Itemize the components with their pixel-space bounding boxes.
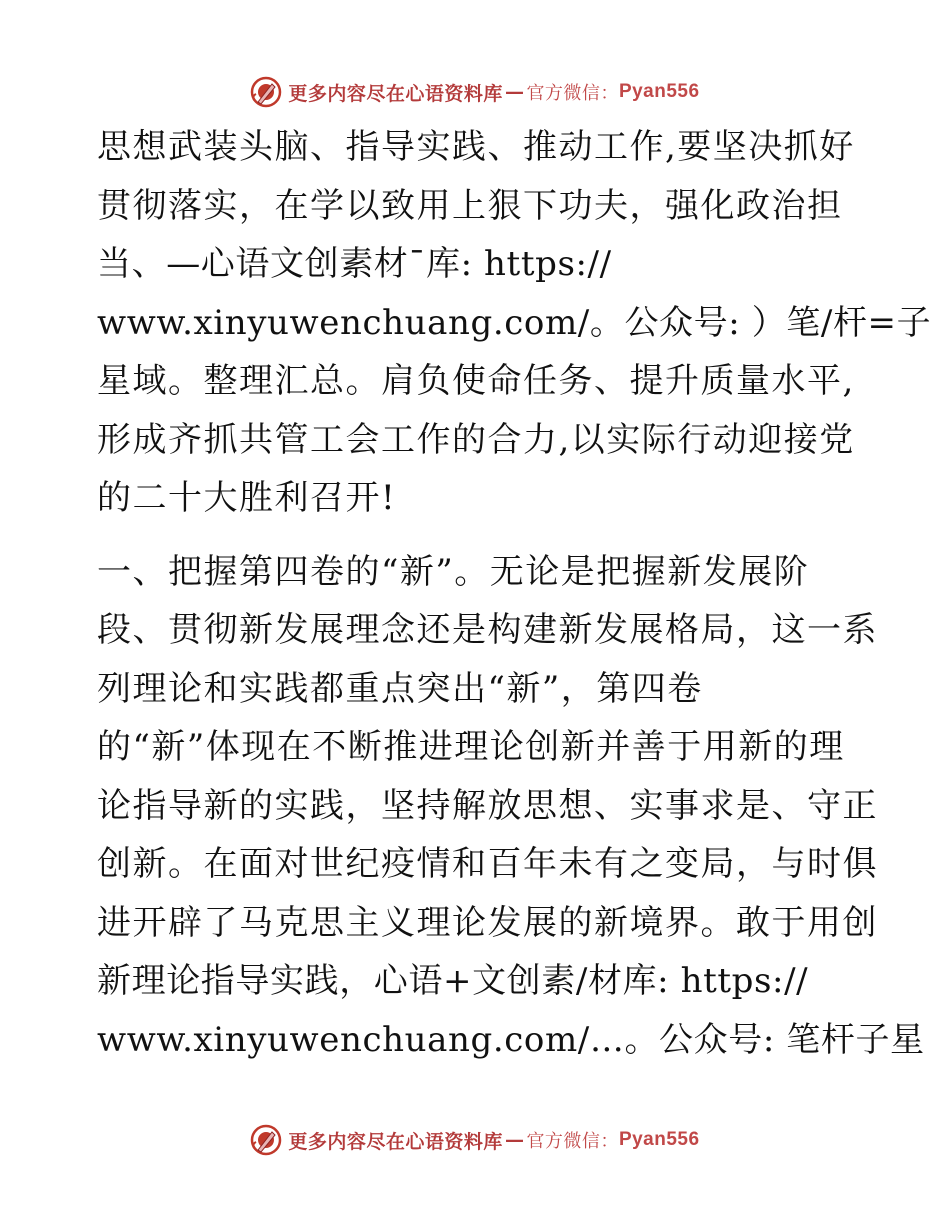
body-line: 列理论和实践都重点突出“新”，第四卷: [97, 668, 703, 709]
body-line: 的“新”体现在不断推进理论创新并善于用新的理: [97, 727, 845, 767]
section-heading-line: 一、把握第四卷的“新”。无论是把握新发展阶: [97, 551, 810, 592]
pen-logo-icon: [250, 1124, 282, 1156]
body-line: 段、贯彻新发展理念还是构建新发展格局，这一系: [97, 610, 878, 650]
pen-logo-icon: [250, 76, 282, 108]
body-line: 星域。整理汇总。肩负使命任务、提升质量水平,: [97, 361, 855, 401]
banner-dash: —: [504, 1129, 525, 1151]
banner-wechat-id: Pyan556: [618, 1129, 700, 1150]
banner-wechat-label: 官方微信：: [526, 1131, 619, 1152]
banner-site-text: 更多内容尽在心语资料库: [288, 1130, 503, 1153]
banner-dash: —: [504, 81, 525, 103]
banner-wechat-label: 官方微信：: [526, 83, 619, 104]
body-line: 新理论指导实践，心语+文创素/材库: https://: [97, 961, 809, 1001]
body-line: 贯彻落实，在学以致用上狠下功夫，强化政治担: [97, 185, 843, 226]
body-line: www.xinyuwenchuang.com/…。公众号: 笔杆子星: [97, 1019, 925, 1060]
body-line: 创新。在面对世纪疫情和百年未有之变局，与时俱: [97, 844, 878, 884]
body-line: www.xinyuwenchuang.com/。公众号: ）笔/杆=子: [97, 302, 932, 343]
banner-wechat-id: Pyan556: [618, 81, 700, 102]
footer-banner: [0, 1120, 950, 1160]
body-line: 的二十大胜利召开!: [97, 478, 397, 518]
body-line: 思想武装头脑、指导实践、推动工作,要坚决抓好: [97, 127, 855, 167]
body-line: 进开辟了马克思主义理论发展的新境界。敢于用创: [97, 902, 878, 943]
banner-site-text: 更多内容尽在心语资料库: [288, 82, 503, 105]
body-line: 论指导新的实践，坚持解放思想、实事求是、守正: [97, 785, 878, 826]
body-line: 形成齐抓共管工会工作的合力,以实际行动迎接党: [97, 419, 855, 460]
header-banner: [0, 72, 950, 112]
body-line: 当、—心语文创素材¯库: https://: [97, 244, 612, 284]
document-body: [97, 118, 932, 1069]
